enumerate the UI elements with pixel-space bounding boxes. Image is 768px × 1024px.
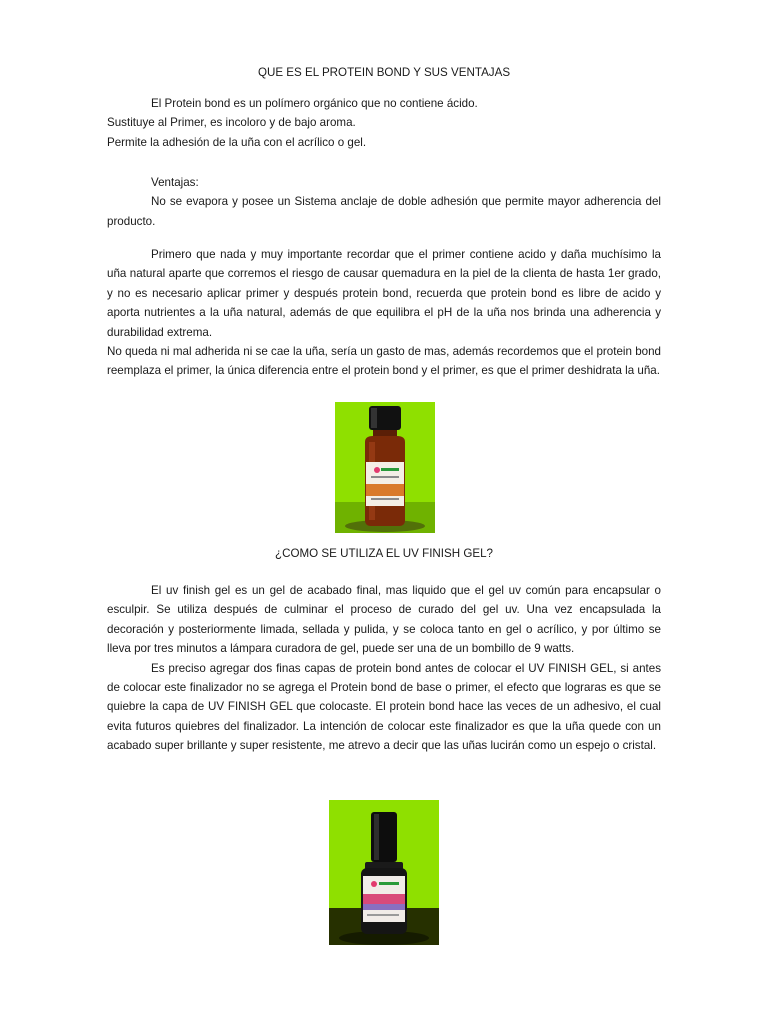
primer-paragraph: Primero que nada y muy importante recordar que el primer contiene acido y daña muchísimo la uña natural aparte que corremos el riesgo de causar quemadura en la piel de la clienta de hasta 1er grado, y no es necesario aplicar primer y después protein bond, recuerda que protein bond es libre de acido y aporta nutrientes a la uña natural, además de que equilibra el pH de la uña nos brinda una adherencia y durabilidad extrema.	[107, 248, 661, 339]
ventajas-text: No se evapora y posee un Sistema anclaje de doble adhesión que permite mayor adherencia del producto.	[107, 195, 661, 228]
document-title: QUE ES EL PROTEIN BOND Y SUS VENTAJAS	[257, 66, 511, 79]
ventajas-block	[107, 173, 661, 231]
uv-paragraph-2: Es preciso agregar dos finas capas de protein bond antes de colocar el UV FINISH GEL, si antes de colocar este finalizador no se agrega el Protein bond de base o primer, el efecto que lograras es que se quiebre la capa de UV FINISH GEL que colocaste. El protein bond hace las veces de un adhesivo, el cual evita futuros quiebres del finalizador. La intención de colocar este finalizador es que la uña quede con un acabado super brillante y super resistente, me atrevo a decir que las uñas lucirán como un espejo o cristal.	[107, 661, 661, 753]
no-queda-paragraph: No queda ni mal adherida ni se cae la uña, sería un gasto de mas, además recordemos que el protein bond reemplaza el primer, la única diferencia entre el protein bond y el primer, es que el primer deshidrata la uña.	[107, 345, 661, 378]
uv-finish-gel-bottle-photo	[329, 800, 439, 945]
ventajas-heading: Ventajas:	[151, 176, 199, 189]
intro-block	[107, 94, 661, 152]
uv-paragraph-1: El uv finish gel es un gel de acabado final, mas liquido que el gel uv común para encapsular o esculpir. Se utiliza después de culminar el proceso de curado del gel uv. Una vez encapsulada la decoración y posteriormente limada, sellada y pulida, y se coloca tanto en gel o acrílico, y por último se lleva por tres minutos a lámpara curadora de gel, puede ser una de un bombillo de 9 watts.	[107, 584, 661, 656]
intro-line-3: Permite la adhesión de la uña con el acrílico o gel.	[107, 135, 367, 149]
uv-block	[107, 581, 661, 756]
protein-bond-bottle-photo	[335, 402, 435, 533]
intro-line-1: El Protein bond es un polímero orgánico que no contiene ácido.	[151, 97, 478, 110]
primer-block	[107, 245, 661, 381]
section2-title: ¿COMO SE UTILIZA EL UV FINISH GEL?	[275, 547, 493, 560]
intro-line-2: Sustituye al Primer, es incoloro y de bajo aroma.	[107, 116, 356, 130]
